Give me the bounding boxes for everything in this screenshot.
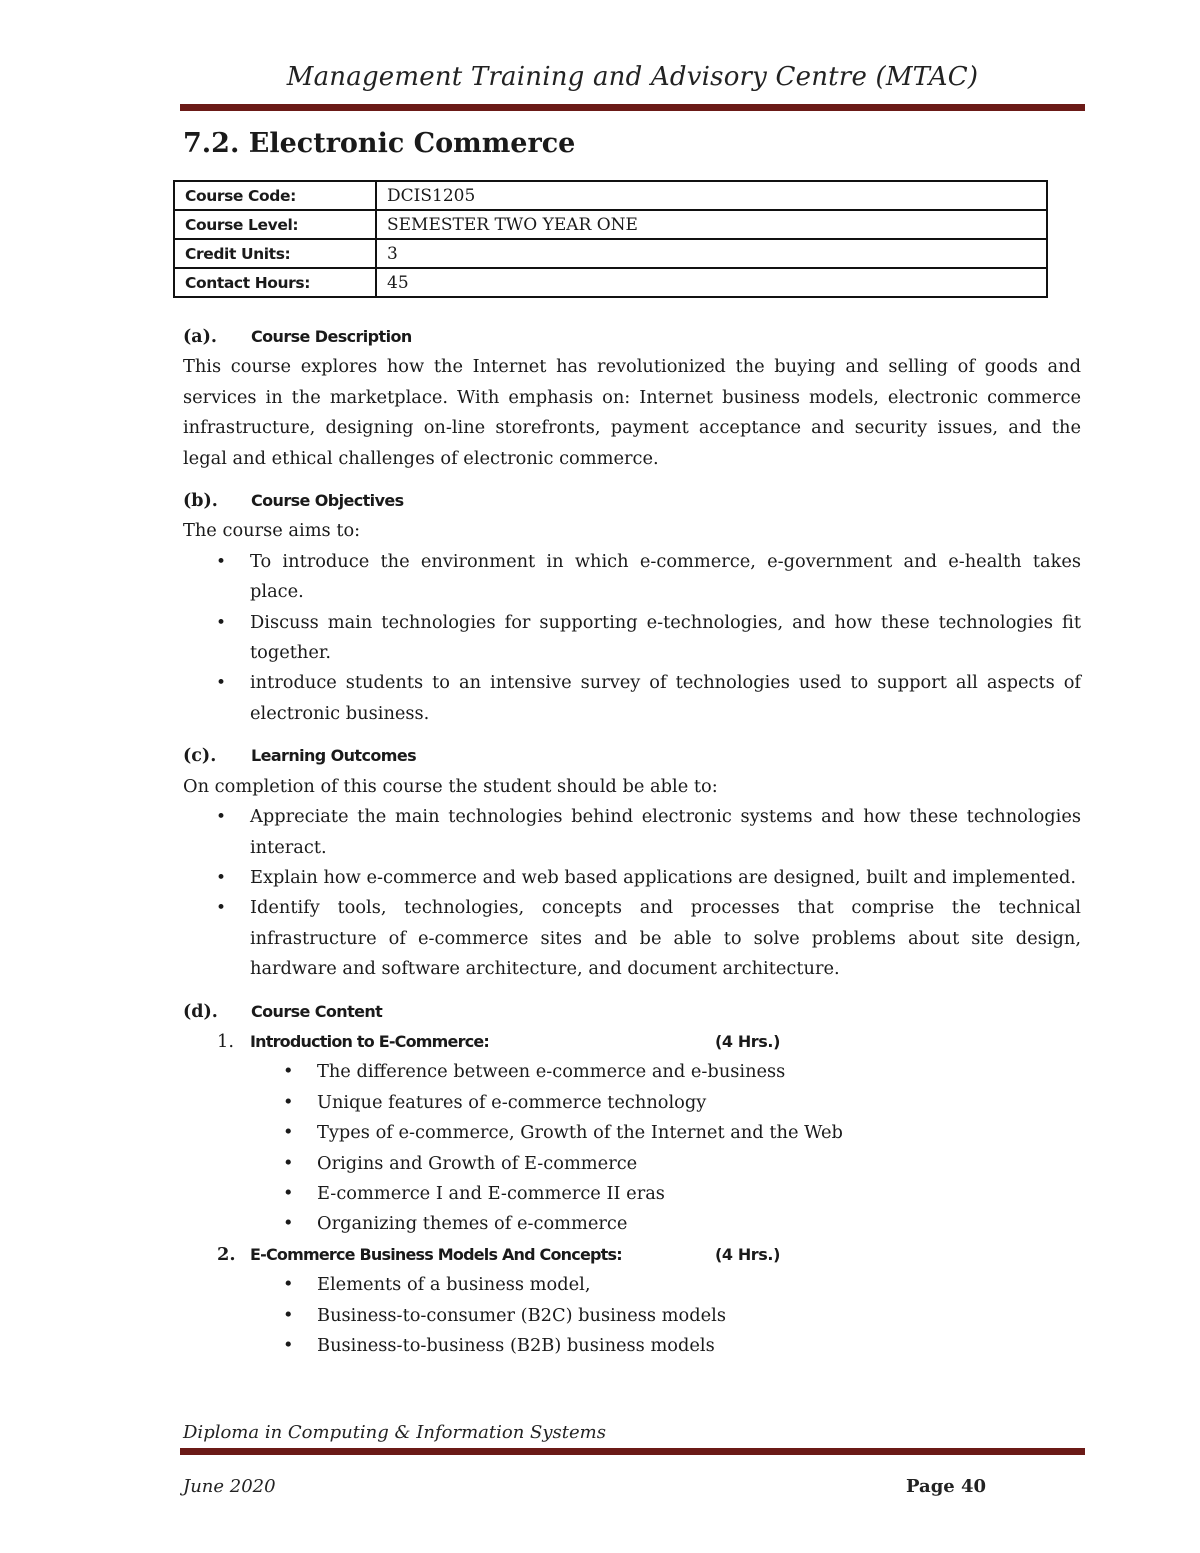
unit-1-number: 1.: [217, 1030, 234, 1052]
objectives-list: [183, 547, 1081, 729]
unit-2-title: E-Commerce Business Models And Concepts:: [250, 1244, 622, 1264]
outcomes-heading: [183, 741, 1081, 771]
list-item: • Organizing themes of e-commerce: [317, 1209, 1081, 1239]
contact-hours-value: 45: [376, 268, 1047, 297]
unit-1-hours: (4 Hrs.): [715, 1031, 781, 1051]
footer-date: June 2020: [183, 1476, 276, 1497]
objectives-heading-text: Course Objectives: [251, 491, 404, 511]
list-item: • Discuss main technologies for supporting e-technologies, and how these technologies fit together.: [250, 608, 1081, 669]
description-text: This course explores how the Internet has revolutionized the buying and selling of goods and services in the marketplace. With emphasis on: Internet business models, electronic commerce infrastructure, designing on-line storefronts, payment acceptance and security issues, and the legal and ethical challenges of electronic commerce.: [183, 356, 1081, 469]
course-level-value: SEMESTER TWO YEAR ONE: [376, 210, 1047, 239]
section-title: 7.2. Electronic Commerce: [183, 128, 576, 159]
header-title: Management Training and Advisory Centre (MTAC): [286, 62, 979, 92]
list-item: • Types of e-commerce, Growth of the Internet and the Web: [317, 1118, 1081, 1148]
list-item: • The difference between e-commerce and e-business: [317, 1057, 1081, 1087]
unit-2-number: 2.: [217, 1243, 236, 1265]
table-row: [174, 210, 1047, 239]
course-code-value: DCIS1205: [376, 181, 1047, 210]
list-item: • E-commerce I and E-commerce II eras: [317, 1179, 1081, 1209]
list-item: • Business-to-consumer (B2C) business models: [317, 1301, 1081, 1331]
unit-1-heading: [183, 1027, 1081, 1057]
unit-2-hours: (4 Hrs.): [715, 1244, 781, 1264]
footer-rule: [180, 1448, 1085, 1455]
list-item: • To introduce the environment in which e-commerce, e-government and e-health takes place.: [250, 547, 1081, 608]
table-row: [174, 268, 1047, 297]
unit-2-heading: [183, 1240, 1081, 1270]
course-level-label: Course Level:: [174, 210, 376, 239]
document-body: [183, 322, 1081, 1361]
credit-units-value: 3: [376, 239, 1047, 268]
list-item: • introduce students to an intensive survey of technologies used to support all aspects of electronic business.: [250, 668, 1081, 729]
list-item: • Explain how e-commerce and web based applications are designed, built and implemented.: [250, 863, 1081, 893]
credit-units-label: Credit Units:: [174, 239, 376, 268]
list-item: • Elements of a business model,: [317, 1270, 1081, 1300]
outcomes-intro: On completion of this course the student should be able to:: [183, 775, 718, 797]
objectives-intro: The course aims to:: [183, 520, 361, 542]
contact-hours-label: Contact Hours:: [174, 268, 376, 297]
footer-program: Diploma in Computing & Information Systems: [183, 1422, 606, 1443]
header-rule: [180, 104, 1085, 111]
description-heading: [183, 322, 1081, 352]
unit-1-title: Introduction to E-Commerce:: [250, 1031, 490, 1051]
course-info-table: [173, 180, 1048, 298]
table-row: [174, 239, 1047, 268]
list-item: • Appreciate the main technologies behind electronic systems and how these technologies interact.: [250, 802, 1081, 863]
unit-2-topics: [183, 1270, 1081, 1361]
objectives-label: (b).: [183, 491, 218, 512]
description-label: (a).: [183, 327, 217, 347]
description-heading-text: Course Description: [251, 327, 412, 346]
outcomes-label: (c).: [183, 746, 217, 767]
objectives-heading: [183, 486, 1081, 516]
list-item: • Origins and Growth of E-commerce: [317, 1149, 1081, 1179]
outcomes-heading-text: Learning Outcomes: [251, 746, 416, 766]
list-item: • Identify tools, technologies, concepts and processes that comprise the technical infrastructure of e-commerce sites and be able to solve problems about site design, hardware and software architecture, and document architecture.: [250, 893, 1081, 984]
list-item: • Unique features of e-commerce technology: [317, 1088, 1081, 1118]
content-label: (d).: [183, 1001, 218, 1022]
list-item: • Business-to-business (B2B) business models: [317, 1331, 1081, 1361]
unit-1-topics: [183, 1057, 1081, 1239]
page-number: Page 40: [906, 1476, 987, 1497]
outcomes-list: [183, 802, 1081, 984]
content-heading-text: Course Content: [251, 1001, 383, 1021]
table-row: [174, 181, 1047, 210]
content-heading: [183, 997, 1081, 1027]
course-code-label: Course Code:: [174, 181, 376, 210]
